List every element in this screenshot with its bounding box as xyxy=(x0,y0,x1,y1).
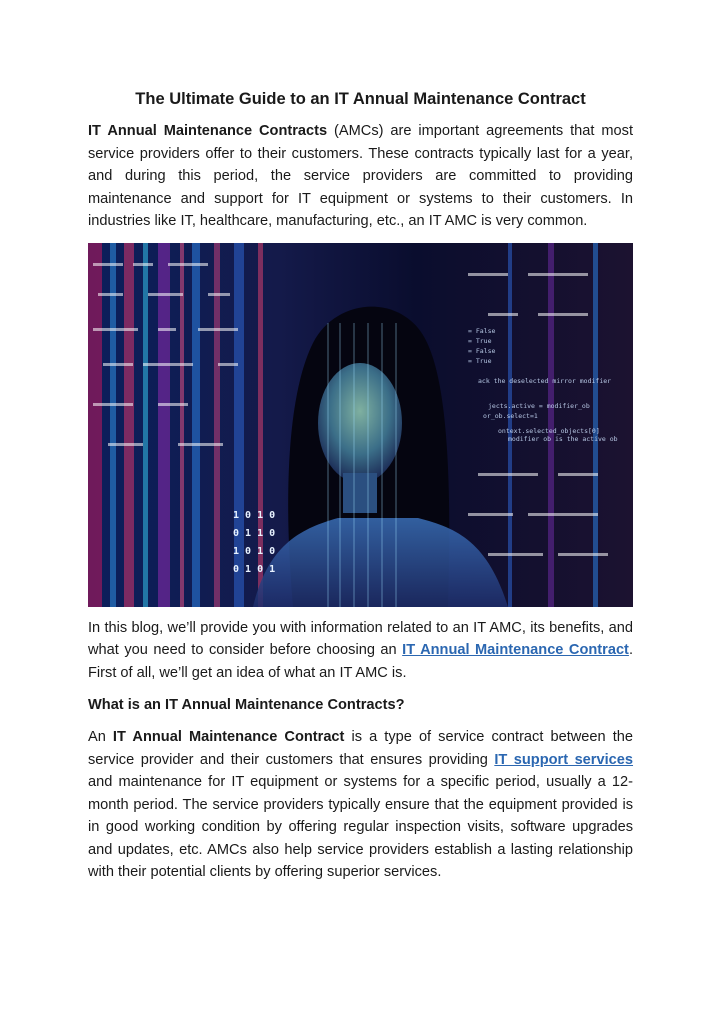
document-page xyxy=(88,88,633,884)
code-line: or_ob.select=1 xyxy=(483,411,538,420)
code-line: = False xyxy=(468,346,496,355)
para3-text-after-link: and maintenance for IT equipment or systems for a specific period, usually a 12-month period. The service providers typically ensure that the equipment provided is in good working condition by offering regular inspection visits, software upgrades and updates, etc. AMCs also help service providers establish a lasting relationship with their potential clients by offering superior services. xyxy=(88,774,633,880)
it-support-services-link[interactable]: IT support services xyxy=(494,751,634,768)
woman-with-code-projection-image xyxy=(88,243,633,607)
para3-text-before-link: is a type of service contract between the service provider and their customers that ensures providing xyxy=(88,729,633,768)
it-annual-maintenance-contract-link[interactable]: IT Annual Maintenance Contract xyxy=(402,642,629,658)
binary-line: 1 0 1 0 xyxy=(233,509,276,521)
code-line: ack the deselected mirror modifier xyxy=(478,376,612,385)
para2-text-after: . First of all, we’ll get an idea of what an IT AMC is. xyxy=(88,642,633,681)
code-line: = True xyxy=(468,336,492,345)
intro-paragraph xyxy=(88,120,633,233)
binary-line: 0 1 0 1 xyxy=(233,563,276,575)
binary-line: 1 0 1 0 xyxy=(233,545,276,557)
document-title: The Ultimate Guide to an IT Annual Maintenance Contract xyxy=(135,90,586,108)
para2-text-before: In this blog, we’ll provide you with information related to an IT AMC, its benefits, and what you need to consider before choosing an xyxy=(88,619,633,658)
intro-text: (AMCs) are important agreements that most service providers offer to their customers. These contracts typically last for a year, and during this period, the service providers are committed to providing maintenance and support for IT equipment or systems to their customers. In industries like IT, healthcare, manufacturing, etc., an IT AMC is very common. xyxy=(88,123,633,229)
code-line: jects.active = modifier_ob xyxy=(488,401,590,410)
code-line: modifier ob is the active ob xyxy=(508,434,618,443)
paragraph-blog-intro xyxy=(88,617,633,685)
illustration-svg xyxy=(88,243,633,607)
para3-lead: An xyxy=(88,729,113,745)
intro-bold-lead: IT Annual Maintenance Contracts xyxy=(88,123,328,139)
binary-line: 0 1 1 0 xyxy=(233,527,276,539)
para3-bold: IT Annual Maintenance Contract xyxy=(112,729,345,745)
code-line: = False xyxy=(468,326,496,335)
paragraph-definition xyxy=(88,726,633,884)
code-line: = True xyxy=(468,356,492,365)
section-heading: What is an IT Annual Maintenance Contracts? xyxy=(88,697,405,713)
code-line: ontext.selected_objects[0] xyxy=(498,426,600,435)
